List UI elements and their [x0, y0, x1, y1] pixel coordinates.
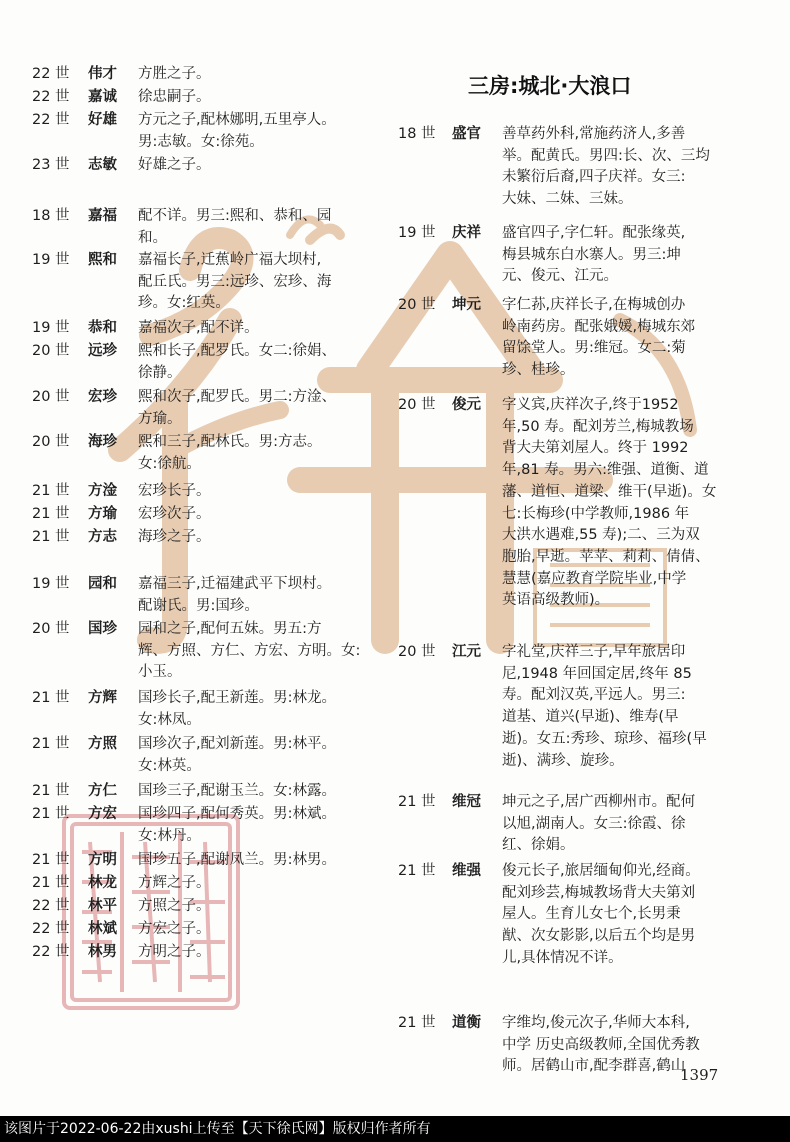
- description-line: 女:林凤。: [138, 711, 201, 728]
- description-line: 方宏之子。: [138, 921, 211, 937]
- person-name: 林龙: [88, 875, 117, 891]
- description-line: 徐忠嗣子。: [138, 89, 211, 105]
- person-description: [502, 124, 764, 211]
- description-line: 俊元长子,旅居缅甸仰光,经商。: [502, 863, 700, 879]
- description-line: 猷、次女影影,以后五个均是男: [502, 928, 696, 945]
- generation-label: 20 世: [398, 644, 436, 660]
- person-name: 园和: [88, 576, 117, 592]
- person-description: [502, 1013, 764, 1078]
- person-name: 方瑜: [88, 506, 117, 522]
- generation-label: 21 世: [398, 1015, 436, 1031]
- description-line: 儿,具体情况不详。: [502, 949, 623, 966]
- generation-label: 22 世: [32, 66, 70, 82]
- description-line: 好雄之子。: [138, 157, 211, 173]
- description-line: 道基、道兴(早逝)、维寿(早: [502, 709, 679, 726]
- generation-label: 18 世: [32, 208, 70, 224]
- generation-label: 22 世: [32, 921, 70, 937]
- generation-label: 20 世: [32, 389, 70, 405]
- description-line: 配刘珍芸,梅城教场背大夫第刘: [502, 884, 696, 901]
- generation-label: 18 世: [398, 126, 436, 142]
- description-line: 宏珍次子。: [138, 506, 211, 522]
- person-name: 伟才: [88, 66, 117, 82]
- description-line: 方瑜。: [138, 410, 182, 427]
- person-description: [138, 504, 372, 526]
- person-description: [138, 387, 372, 430]
- person-name: 方辉: [88, 690, 117, 706]
- generation-label: 19 世: [32, 576, 70, 592]
- page-number: 1397: [680, 1066, 719, 1084]
- person-name: 志敏: [88, 157, 117, 173]
- person-description: [138, 110, 372, 153]
- description-line: 国珍四子,配何秀英。男:林斌。: [138, 806, 336, 822]
- description-line: 慧慧(嘉应教育学院毕业,中学: [502, 570, 687, 587]
- person-name: 远珍: [88, 343, 117, 359]
- description-line: 熙和长子,配罗氏。女二:徐娟、: [138, 343, 336, 359]
- person-description: [138, 781, 372, 803]
- description-line: 盛官四子,字仁轩。配张缘英,: [502, 225, 686, 241]
- person-name: 盛官: [452, 126, 481, 142]
- section-title: 三房:城北·大浪口: [468, 74, 632, 98]
- generation-label: 21 世: [398, 863, 436, 879]
- description-line: 字义宾,庆祥次子,终于1952: [502, 397, 679, 413]
- description-line: 和。: [138, 229, 167, 246]
- description-line: 国珍次子,配刘新莲。男:林平。: [138, 736, 336, 752]
- generation-label: 19 世: [398, 225, 436, 241]
- description-line: 元、俊元、江元。: [502, 268, 618, 285]
- description-line: 宏珍长子。: [138, 483, 211, 499]
- person-description: [138, 873, 372, 895]
- description-line: 熙和次子,配罗氏。男二:方淦、: [138, 389, 336, 405]
- person-name: 好雄: [88, 112, 117, 128]
- generation-label: 21 世: [32, 806, 70, 822]
- person-name: 坤元: [452, 297, 481, 313]
- description-line: 海珍之子。: [138, 529, 211, 545]
- generation-label: 20 世: [398, 297, 436, 313]
- description-line: 配谢氏。男:国珍。: [138, 597, 259, 614]
- description-line: 屋人。生育儿女七个,长男秉: [502, 906, 681, 923]
- generation-label: 20 世: [398, 397, 436, 413]
- description-line: 国珍三子,配谢玉兰。女:林露。: [138, 783, 336, 799]
- person-description: [138, 432, 372, 475]
- person-description: [502, 861, 764, 970]
- person-description: [138, 734, 372, 777]
- person-name: 嘉福: [88, 208, 117, 224]
- description-line: 男:志敏。女:徐苑。: [138, 133, 264, 150]
- person-name: 方明: [88, 852, 117, 868]
- description-line: 园和之子,配何五妹。男五:方: [138, 621, 322, 637]
- generation-label: 20 世: [32, 343, 70, 359]
- person-name: 庆祥: [452, 225, 481, 241]
- description-line: 字维均,俊元次子,华师大本科,: [502, 1015, 690, 1031]
- description-line: 字仁荪,庆祥长子,在梅城创办: [502, 297, 686, 313]
- description-line: 方照之子。: [138, 898, 211, 914]
- person-name: 方淦: [88, 483, 117, 499]
- person-name: 海珍: [88, 434, 117, 450]
- upload-notice-footer: 该图片于2022-06-22由xushi上传至【天下徐氏网】版权归作者所有: [0, 1116, 790, 1142]
- generation-label: 21 世: [32, 736, 70, 752]
- person-description: [138, 64, 372, 86]
- person-description: [138, 527, 372, 549]
- generation-label: 21 世: [32, 506, 70, 522]
- generation-label: 22 世: [32, 112, 70, 128]
- person-name: 国珍: [88, 621, 117, 637]
- description-line: 逝)。女五:秀珍、琼珍、福珍(早: [502, 730, 707, 747]
- description-line: 女:林英。: [138, 757, 201, 774]
- description-line: 中学 历史高级教师,全国优秀教: [502, 1036, 700, 1053]
- person-description: [502, 395, 764, 612]
- person-description: [138, 919, 372, 941]
- person-name: 林斌: [88, 921, 117, 937]
- person-description: [138, 155, 372, 177]
- person-description: [138, 896, 372, 918]
- description-line: 嘉福长子,迁蕉岭广福大坝村,: [138, 252, 322, 268]
- person-name: 林男: [88, 944, 117, 960]
- description-line: 字礼堂,庆祥三子,早年旅居印: [502, 644, 686, 660]
- generation-label: 20 世: [32, 434, 70, 450]
- description-line: 辉、方照、方仁、方宏、方明。女:: [138, 642, 361, 659]
- generation-label: 19 世: [32, 320, 70, 336]
- person-description: [138, 942, 372, 964]
- description-line: 方胜之子。: [138, 66, 211, 82]
- description-line: 师。居鹤山市,配李群喜,鹤山: [502, 1058, 686, 1075]
- description-line: 善草药外科,常施药济人,多善: [502, 126, 686, 142]
- person-name: 恭和: [88, 320, 117, 336]
- description-line: 珍、桂珍。: [502, 362, 575, 379]
- generation-label: 22 世: [32, 898, 70, 914]
- person-description: [138, 850, 372, 872]
- description-line: 嘉福次子,配不详。: [138, 320, 259, 336]
- person-name: 方照: [88, 736, 117, 752]
- generation-label: 21 世: [32, 852, 70, 868]
- person-description: [138, 250, 372, 315]
- person-name: 嘉诚: [88, 89, 117, 105]
- generation-label: 21 世: [398, 794, 436, 810]
- generation-label: 21 世: [32, 529, 70, 545]
- person-name: 方志: [88, 529, 117, 545]
- description-line: 寿。配刘汉英,平远人。男三:: [502, 687, 686, 704]
- description-line: 以旭,湖南人。女三:徐霞、徐: [502, 815, 686, 832]
- description-line: 国珍长子,配王新莲。男:林龙。: [138, 690, 336, 706]
- person-name: 俊元: [452, 397, 481, 413]
- generation-label: 21 世: [32, 690, 70, 706]
- description-line: 熙和三子,配林氏。男:方志。: [138, 434, 322, 450]
- description-line: 胞胎,早逝。苹苹、莉莉、倩倩、: [502, 548, 710, 565]
- description-line: 藩、道恒、道梁、维干(早逝)。女: [502, 483, 717, 500]
- description-line: 方元之子,配林娜明,五里亭人。: [138, 112, 336, 128]
- generation-label: 22 世: [32, 944, 70, 960]
- description-line: 女:林丹。: [138, 827, 201, 844]
- person-description: [502, 295, 764, 382]
- person-description: [502, 792, 764, 857]
- generation-label: 20 世: [32, 621, 70, 637]
- description-line: 方明之子。: [138, 944, 211, 960]
- description-line: 年,50 寿。配刘芳兰,梅城教场: [502, 418, 694, 435]
- description-line: 七:长梅珍(中学教师,1986 年: [502, 505, 690, 522]
- description-line: 逝)、满珍、旋珍。: [502, 752, 624, 769]
- description-line: 背大夫第刘屋人。终于 1992: [502, 440, 689, 457]
- person-description: [138, 619, 372, 684]
- description-line: 徐静。: [138, 364, 182, 381]
- person-description: [138, 341, 372, 384]
- generation-label: 21 世: [32, 483, 70, 499]
- description-line: 红、徐娟。: [502, 837, 575, 854]
- generation-label: 23 世: [32, 157, 70, 173]
- person-description: [138, 87, 372, 109]
- description-line: 梅县城东白水寨人。男三:坤: [502, 246, 681, 263]
- description-line: 配不详。男三:熙和、恭和、园: [138, 208, 332, 224]
- person-description: [502, 223, 764, 288]
- person-name: 方仁: [88, 783, 117, 799]
- description-line: 未繁衍后裔,四子庆祥。女三:: [502, 169, 686, 186]
- person-name: 维强: [452, 863, 481, 879]
- description-line: 岭南药房。配张娥媛,梅城东郊: [502, 318, 696, 335]
- description-line: 珍。女:红英。: [138, 295, 230, 312]
- description-line: 举。配黄氏。男四:长、次、三均: [502, 147, 710, 164]
- person-name: 维冠: [452, 794, 481, 810]
- description-line: 小玉。: [138, 664, 182, 681]
- description-line: 坤元之子,居广西柳州市。配何: [502, 794, 696, 810]
- description-line: 配丘氏。男三:远珍、宏珍、海: [138, 273, 332, 290]
- description-line: 大妹、二妹、三妹。: [502, 191, 633, 208]
- description-line: 嘉福三子,迁福建武平下坝村。: [138, 576, 332, 592]
- person-description: [138, 804, 372, 847]
- description-line: 大洪水遇难,55 寿);二、三为双: [502, 527, 700, 544]
- description-line: 方辉之子。: [138, 875, 211, 891]
- person-name: 江元: [452, 644, 481, 660]
- person-name: 宏珍: [88, 389, 117, 405]
- person-name: 林平: [88, 898, 117, 914]
- generation-label: 21 世: [32, 875, 70, 891]
- person-name: 道衡: [452, 1015, 481, 1031]
- description-line: 尼,1948 年回国定居,终年 85: [502, 665, 692, 682]
- person-description: [138, 574, 372, 617]
- generation-label: 21 世: [32, 783, 70, 799]
- person-name: 熙和: [88, 252, 117, 268]
- generation-label: 19 世: [32, 252, 70, 268]
- person-description: [138, 318, 372, 340]
- description-line: 留馀堂人。男:维冠。女二:菊: [502, 340, 686, 357]
- description-line: 国珍五子,配谢凤兰。男:林男。: [138, 852, 336, 868]
- person-description: [502, 642, 764, 772]
- description-line: 英语高级教师)。: [502, 592, 610, 609]
- person-description: [138, 206, 372, 249]
- description-line: 女:徐航。: [138, 455, 201, 472]
- description-line: 年,81 寿。男六:维强、道衡、道: [502, 462, 709, 479]
- generation-label: 22 世: [32, 89, 70, 105]
- person-name: 方宏: [88, 806, 117, 822]
- person-description: [138, 481, 372, 503]
- person-description: [138, 688, 372, 731]
